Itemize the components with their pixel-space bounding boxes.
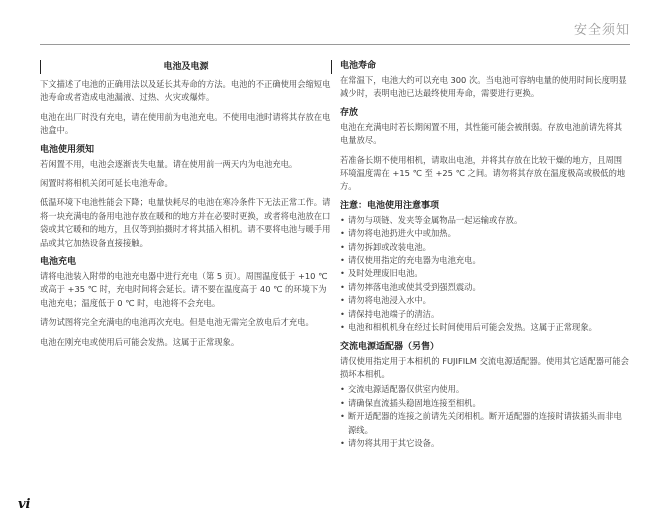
caution-item: • 请仅使用指定的充电器为电池充电。 <box>340 254 630 267</box>
caution-item: • 请勿摔落电池或使其受到强烈震动。 <box>340 281 630 294</box>
charging-heading: 电池充电 <box>40 257 77 268</box>
adapter-heading: 交流电源适配器（另售） <box>340 341 440 352</box>
charging-paragraph-2: 请勿试图将完全充满电的电池再次充电。但是电池无需完全放电后才充电。 <box>40 317 314 328</box>
right-column <box>340 56 630 450</box>
adapter-intro-paragraph: 请仅使用指定用于本相机的 FUJIFILM 交流电源适配器。使用其它适配器可能会损坏本相机。 <box>340 355 629 379</box>
caution-item: • 电池和相机机身在经过长时间使用后可能会发热。这属于正常现象。 <box>340 321 630 334</box>
battery-life-paragraph: 在常温下，电池大约可以充电 300 次。当电池可容纳电量的使用时间长度明显减少时，表明电池已达最终使用寿命，需要进行更换。 <box>340 75 627 99</box>
storage-paragraph-1: 电池在充满电时若长期闲置不用，其性能可能会被削弱。存放电池前请先将其电量放尽。 <box>340 121 623 146</box>
caution-item: • 请勿将电池浸入水中。 <box>340 294 630 307</box>
section-title-battery-power: 电池及电源 <box>40 60 332 74</box>
adapter-item: • 交流电源适配器仅供室内使用。 <box>340 383 630 396</box>
left-column <box>40 56 332 355</box>
factory-note-paragraph: 电池在出厂时没有充电，请在使用前为电池充电。不使用电池时请将其存放在电池盒中。 <box>40 111 331 136</box>
caution-item: • 请勿将电池扔进火中或加热。 <box>340 227 630 240</box>
charging-paragraph-3: 电池在刚充电或使用后可能会发热。这属于正常现象。 <box>40 336 240 347</box>
battery-life-heading: 电池寿命 <box>331 60 630 73</box>
charging-paragraph-1: 请将电池装入附带的电池充电器中进行充电（第 5 页）。周围温度低于 +10 ℃ 或高于 +35 ℃ 时，充电时间将会延长。请不要在温度高于 40 ℃ 的环境下为电池充电；温度低于 0 ℃ 时，电池将不会充电。 <box>40 271 328 308</box>
storage-heading: 存放 <box>340 107 359 118</box>
adapter-item: • 请勿将其用于其它设备。 <box>340 437 630 450</box>
adapter-item: • 断开适配器的连接之前请先关闭相机。断开适配器的连接时请拔插头而非电源线。 <box>340 410 630 437</box>
caution-item: • 请勿拆卸或改装电池。 <box>340 241 630 254</box>
caution-item: • 及时处理废旧电池。 <box>340 267 630 280</box>
caution-list <box>340 214 630 335</box>
intro-paragraph: 下文描述了电池的正确用法以及延长其寿命的方法。电池的不正确使用会缩短电池寿命或者造成电池漏液、过热、火灾或爆炸。 <box>40 79 331 103</box>
usage-paragraph-2: 闲置时将相机关闭可延长电池寿命。 <box>40 178 173 189</box>
page-number: vi <box>18 497 31 512</box>
header-divider <box>40 44 630 45</box>
usage-paragraph-3: 低温环境下电池性能会下降；电量快耗尽的电池在寒冷条件下无法正常工作。请将一块充满电的备用电池存放在暖和的地方并在必要时更换，或者将电池放在口袋或其它暖和的地方，且仅等到拍摄时才将其插入相机。请不要将电池与暖手用品或其它加热设备直接接触。 <box>40 197 331 248</box>
usage-heading: 电池使用须知 <box>40 144 95 155</box>
storage-paragraph-2: 若准备长期不使用相机，请取出电池，并将其存放在比较干燥的地方，且周围环境温度需在 +15 ℃ 至 +25 ℃ 之间。请勿将其存放在温度极高或极低的地方。 <box>340 154 626 192</box>
caution-item: • 请保持电池端子的清洁。 <box>340 308 630 321</box>
caution-item: • 请勿与项链、发夹等金属物品一起运输或存放。 <box>340 214 630 227</box>
adapter-list <box>340 383 630 450</box>
usage-paragraph-1: 若闲置不用，电池会逐渐丧失电量。请在使用前一两天内为电池充电。 <box>40 158 298 169</box>
caution-heading: 注意：电池使用注意事项 <box>340 200 440 211</box>
header-title: 安全须知 <box>573 23 630 38</box>
adapter-item: • 请确保直流插头稳固地连接至相机。 <box>340 397 630 410</box>
